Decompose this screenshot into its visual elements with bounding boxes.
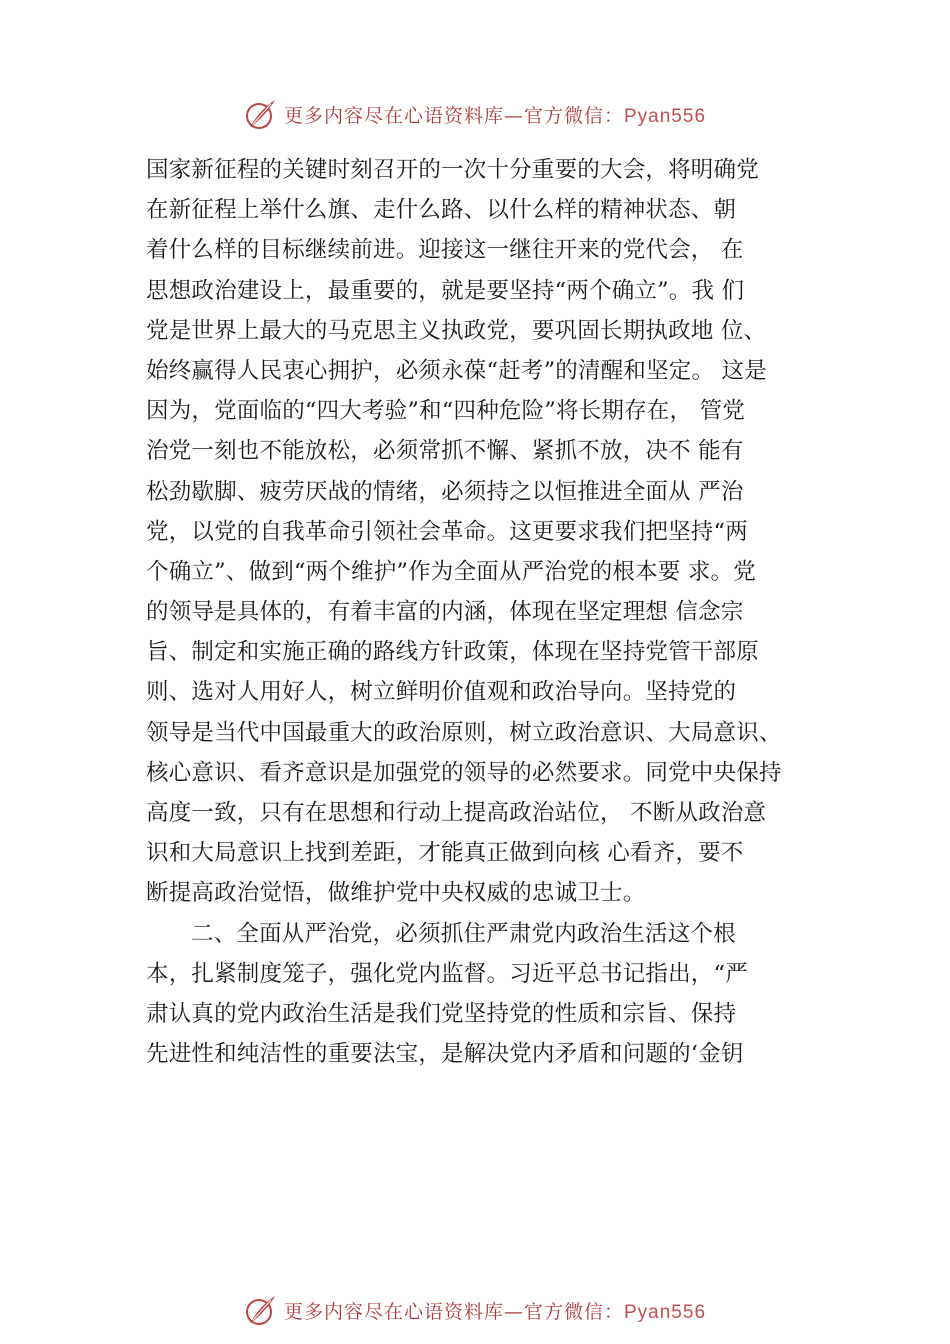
text-line: 核心意识、看齐意识是加强党的领导的必然要求。同党中央保持 xyxy=(146,759,782,786)
text-line: 个确立”、做到“两个维护”作为全面从严治党的根本要 求。党 xyxy=(146,558,756,585)
text-line: 始终赢得人民衷心拥护，必须永葆“赶考”的清醒和坚定。 这是 xyxy=(146,357,767,384)
text-line: 思想政治建设上，最重要的，就是要坚持“两个确立”。我 们 xyxy=(146,277,745,304)
banner-main-text: 更多内容尽在心语资料库 xyxy=(283,104,504,127)
banner-suffix-text: 官方微信： xyxy=(523,1300,624,1323)
text-line: 先进性和纯洁性的重要法宝，是解决党内矛盾和问题的‘金钥 xyxy=(146,1041,744,1068)
banner-main-text: 更多内容尽在心语资料库 xyxy=(283,1300,504,1323)
text-line: 在新征程上举什么旗、走什么路、以什么样的精神状态、朝 xyxy=(146,197,737,224)
banner-wechat-id: Pyan556 xyxy=(624,105,707,127)
banner-suffix-text: 官方微信： xyxy=(523,104,624,127)
quill-logo-icon xyxy=(244,97,278,131)
text-line: 识和大局意识上找到差距，才能真正做到向核 心看齐，要不 xyxy=(146,840,744,867)
document-body xyxy=(146,150,836,1074)
text-line: 党是世界上最大的马克思主义执政党，要巩固长期执政地 位、 xyxy=(146,317,767,344)
banner-wechat-id: Pyan556 xyxy=(624,1301,707,1323)
banner-text xyxy=(284,101,706,128)
text-line: 国家新征程的关键时刻召开的一次十分重要的大会，将明确党 xyxy=(146,157,759,183)
banner-separator: — xyxy=(503,104,524,127)
text-line: 本，扎紧制度笼子，强化党内监督。习近平总书记指出，“严 xyxy=(146,960,748,987)
text-line: 的领导是具体的，有着丰富的内涵，体现在坚定理想 信念宗 xyxy=(146,599,744,626)
text-line: 着什么样的目标继续前进。迎接这一继往开来的党代会， 在 xyxy=(146,237,744,264)
text-line: 领导是当代中国最重大的政治原则，树立政治意识、大局意识、 xyxy=(146,719,782,746)
text-line: 旨、制定和实施正确的路线方针政策，体现在坚持党管干部原 xyxy=(146,639,759,666)
banner-separator: — xyxy=(503,1300,524,1323)
text-line: 因为，党面临的“四大考验”和“四种危险”将长期存在， 管党 xyxy=(146,398,745,425)
section-heading-line: 二、全面从严治党，必须抓住严肃党内政治生活这个根 xyxy=(191,920,736,947)
footer-banner xyxy=(0,1290,950,1330)
text-line: 则、选对人用好人，树立鲜明价值观和政治导向。坚持党的 xyxy=(146,679,737,706)
banner-text xyxy=(284,1297,706,1324)
text-line: 松劲歇脚、疲劳厌战的情绪，必须持之以恒推进全面从 严治 xyxy=(146,478,744,505)
header-banner xyxy=(0,94,950,134)
text-line: 高度一致，只有在思想和行动上提高政治站位， 不断从政治意 xyxy=(146,800,767,826)
quill-logo-icon xyxy=(244,1293,278,1327)
text-line: 断提高政治觉悟，做维护党中央权威的忠诚卫士。 xyxy=(146,880,646,907)
text-line: 肃认真的党内政治生活是我们党坚持党的性质和宗旨、保持 xyxy=(146,1000,737,1027)
text-line: 治党一刻也不能放松，必须常抓不懈、紧抓不放，决不 能有 xyxy=(146,438,744,465)
text-line: 党，以党的自我革命引领社会革命。这更要求我们把坚持“两 xyxy=(146,518,748,545)
